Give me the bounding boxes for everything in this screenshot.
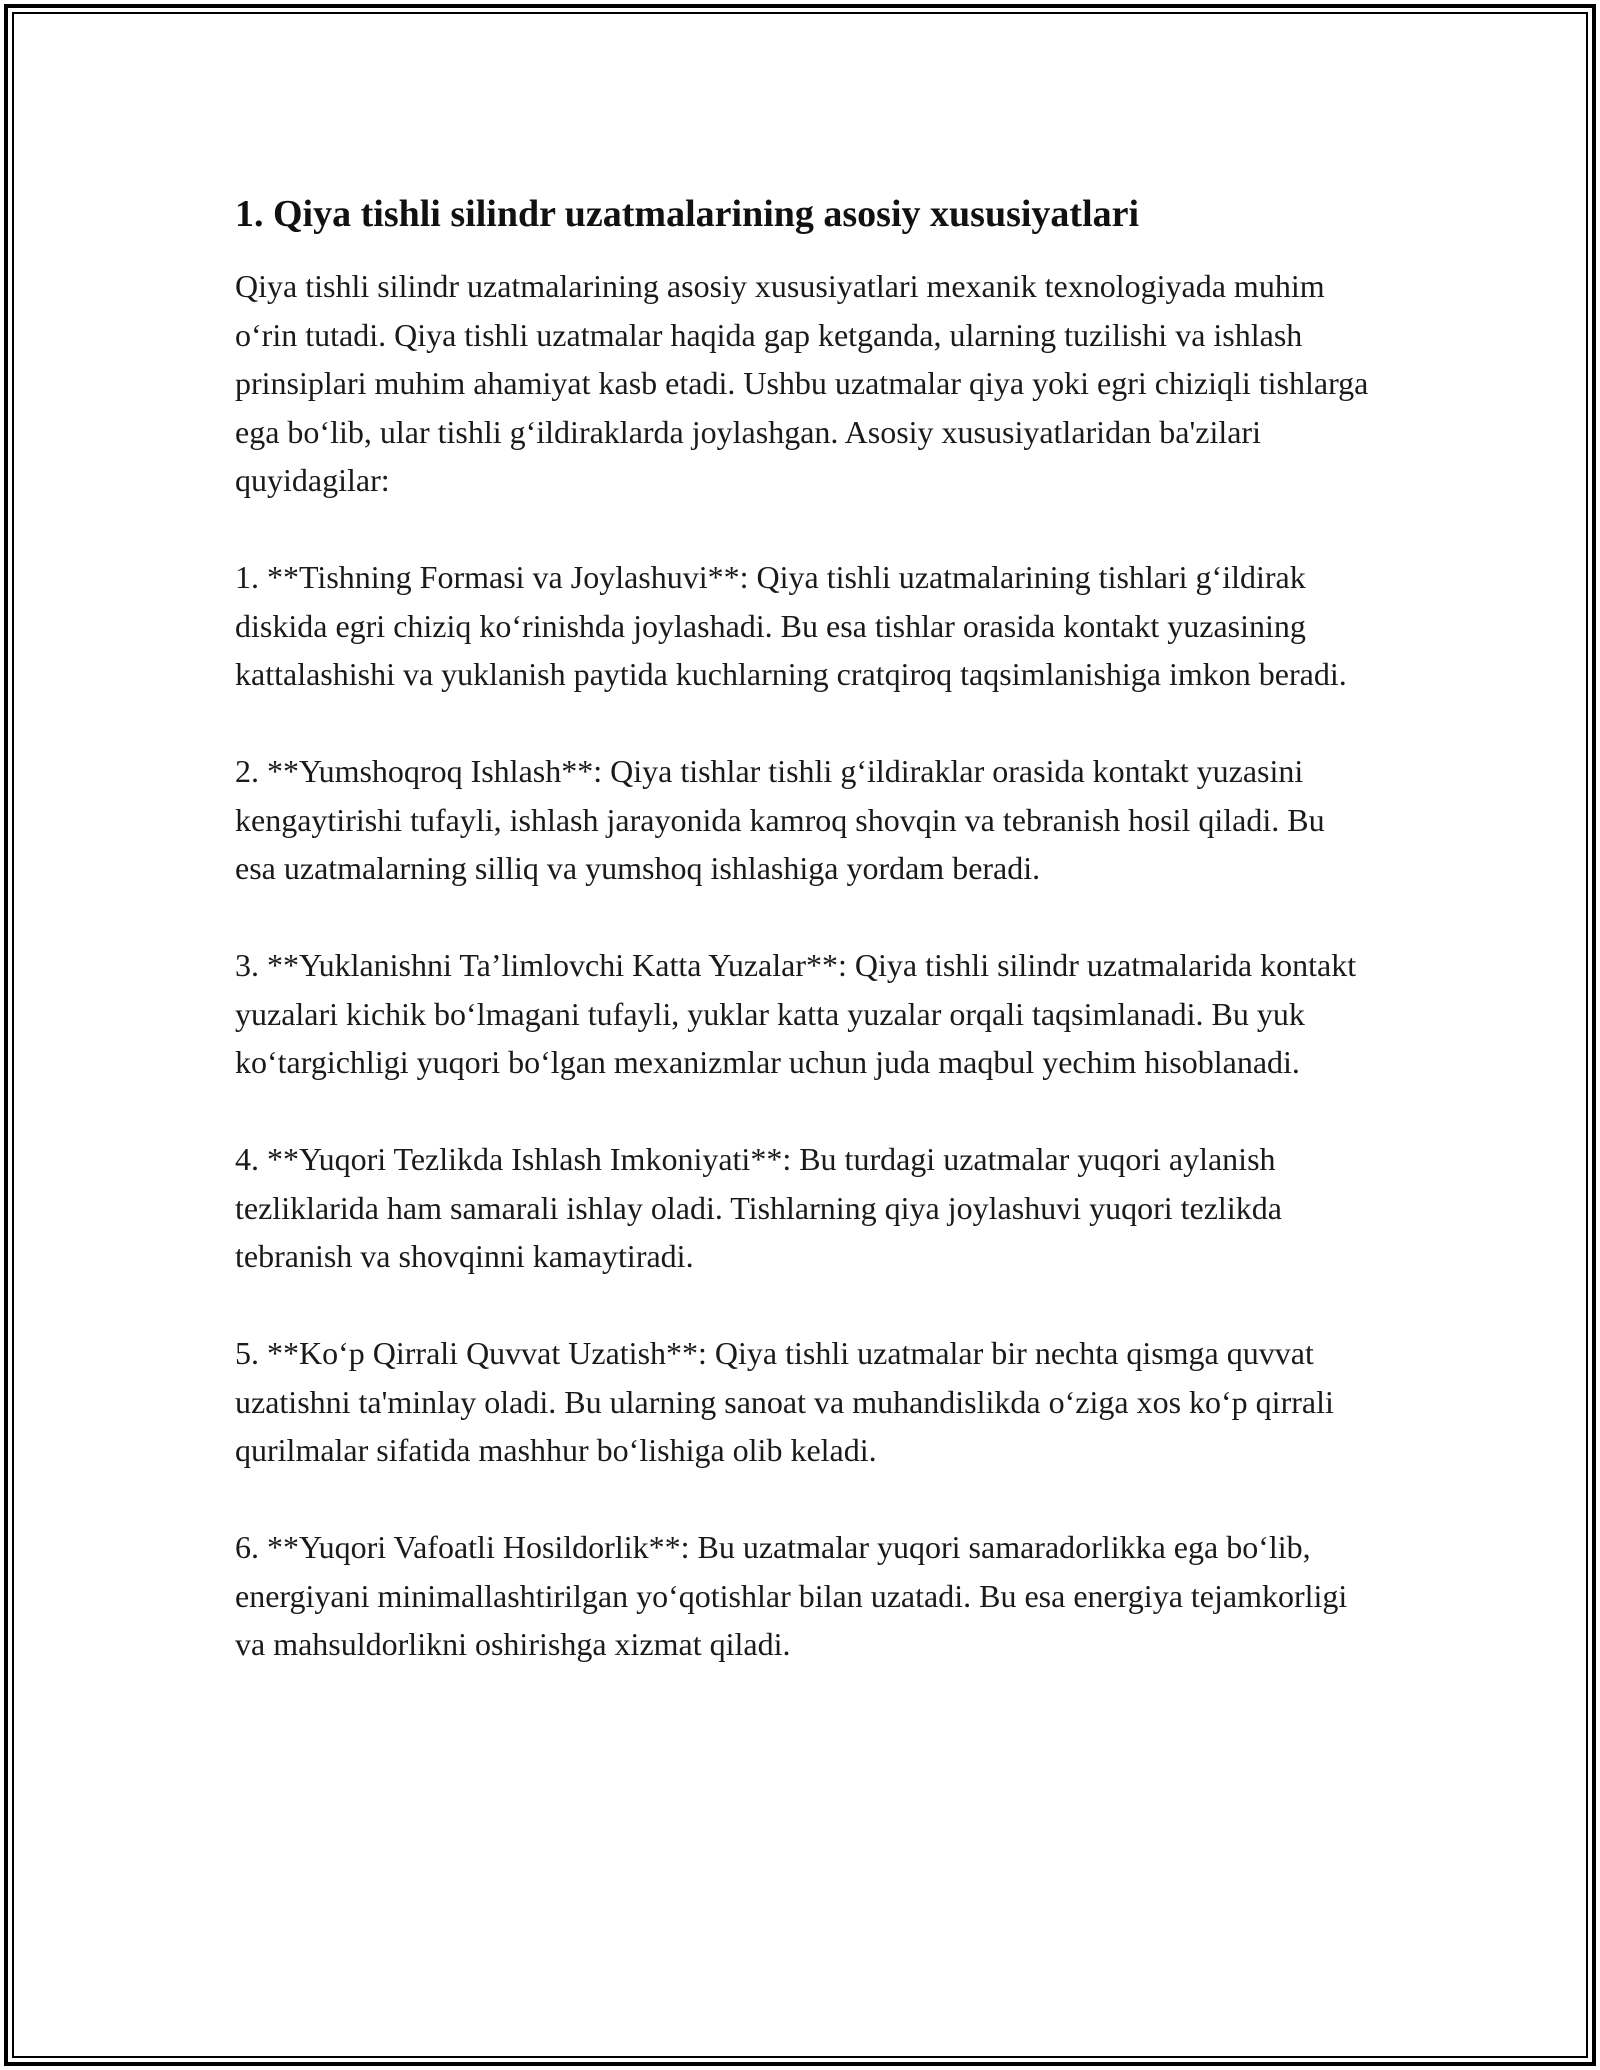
intro-paragraph: Qiya tishli silindr uzatmalarining asosiy xususiyatlari mexanik texnologiyada muhim o‘rin tutadi. Qiya tishli uzatmalar haqida gap ketganda, ularning tuzilishi va ishlash prinsiplari muhim ahamiyat kasb etadi. Ushbu uzatmalar qiya yoki egri chiziqli tishlarga ega bo‘lib, ular tishli g‘ildiraklarda joylashgan. Asosiy xususiyatlaridan ba'zilari quyidagilar: [235,268,1369,498]
list-item-4: 4. **Yuqori Tezlikda Ishlash Imkoniyati**: Bu turdagi uzatmalar yuqori aylanish tezliklarida ham samarali ishlay oladi. Tishlarning qiya joylashuvi yuqori tezlikda tebranish va shovqinni kamaytiradi. [235,1141,1282,1274]
list-item-2: 2. **Yumshoqroq Ishlash**: Qiya tishlar tishli g‘ildiraklar orasida kontakt yuzasini kengaytirishi tufayli, ishlash jarayonida kamroq shovqin va tebranish hosil qiladi. Bu esa uzatmalarning silliq va yumshoq ishlashiga yordam beradi. [235,753,1325,886]
page-title: 1. Qiya tishli silindr uzatmalarining asosiy xususiyatlari [235,193,1140,235]
list-item-1: 1. **Tishning Formasi va Joylashuvi**: Qiya tishli uzatmalarining tishlari g‘ildirak diskida egri chiziq ko‘rinishda joylashadi. Bu esa tishlar orasida kontakt yuzasining kattalashishi va yuklanish paytida kuchlarning cratqiroq taqsimlanishiga imkon beradi. [235,559,1347,692]
list-item-5: 5. **Ko‘p Qirrali Quvvat Uzatish**: Qiya tishli uzatmalar bir nechta qismga quvvat uzatishni ta'minlay oladi. Bu ularning sanoat va muhandislikda o‘ziga xos ko‘p qirrali qurilmalar sifatida mashhur bo‘lishiga olib keladi. [235,1335,1334,1468]
list-item-6: 6. **Yuqori Vafoatli Hosildorlik**: Bu uzatmalar yuqori samaradorlikka ega bo‘lib, energiyani minimallashtirilgan yo‘qotishlar bilan uzatadi. Bu esa energiya tejamkorligi va mahsuldorlikni oshirishga xizmat qiladi. [235,1529,1348,1662]
document-body [235,188,1370,1717]
list-item-3: 3. **Yuklanishni Ta’limlovchi Katta Yuzalar**: Qiya tishli silindr uzatmalarida kontakt yuzalari kichik bo‘lmagani tufayli, yuklar katta yuzalar orqali taqsimlanadi. Bu yuk ko‘targichligi yuqori bo‘lgan mexanizmlar uchun juda maqbul yechim hisoblanadi. [235,947,1357,1080]
